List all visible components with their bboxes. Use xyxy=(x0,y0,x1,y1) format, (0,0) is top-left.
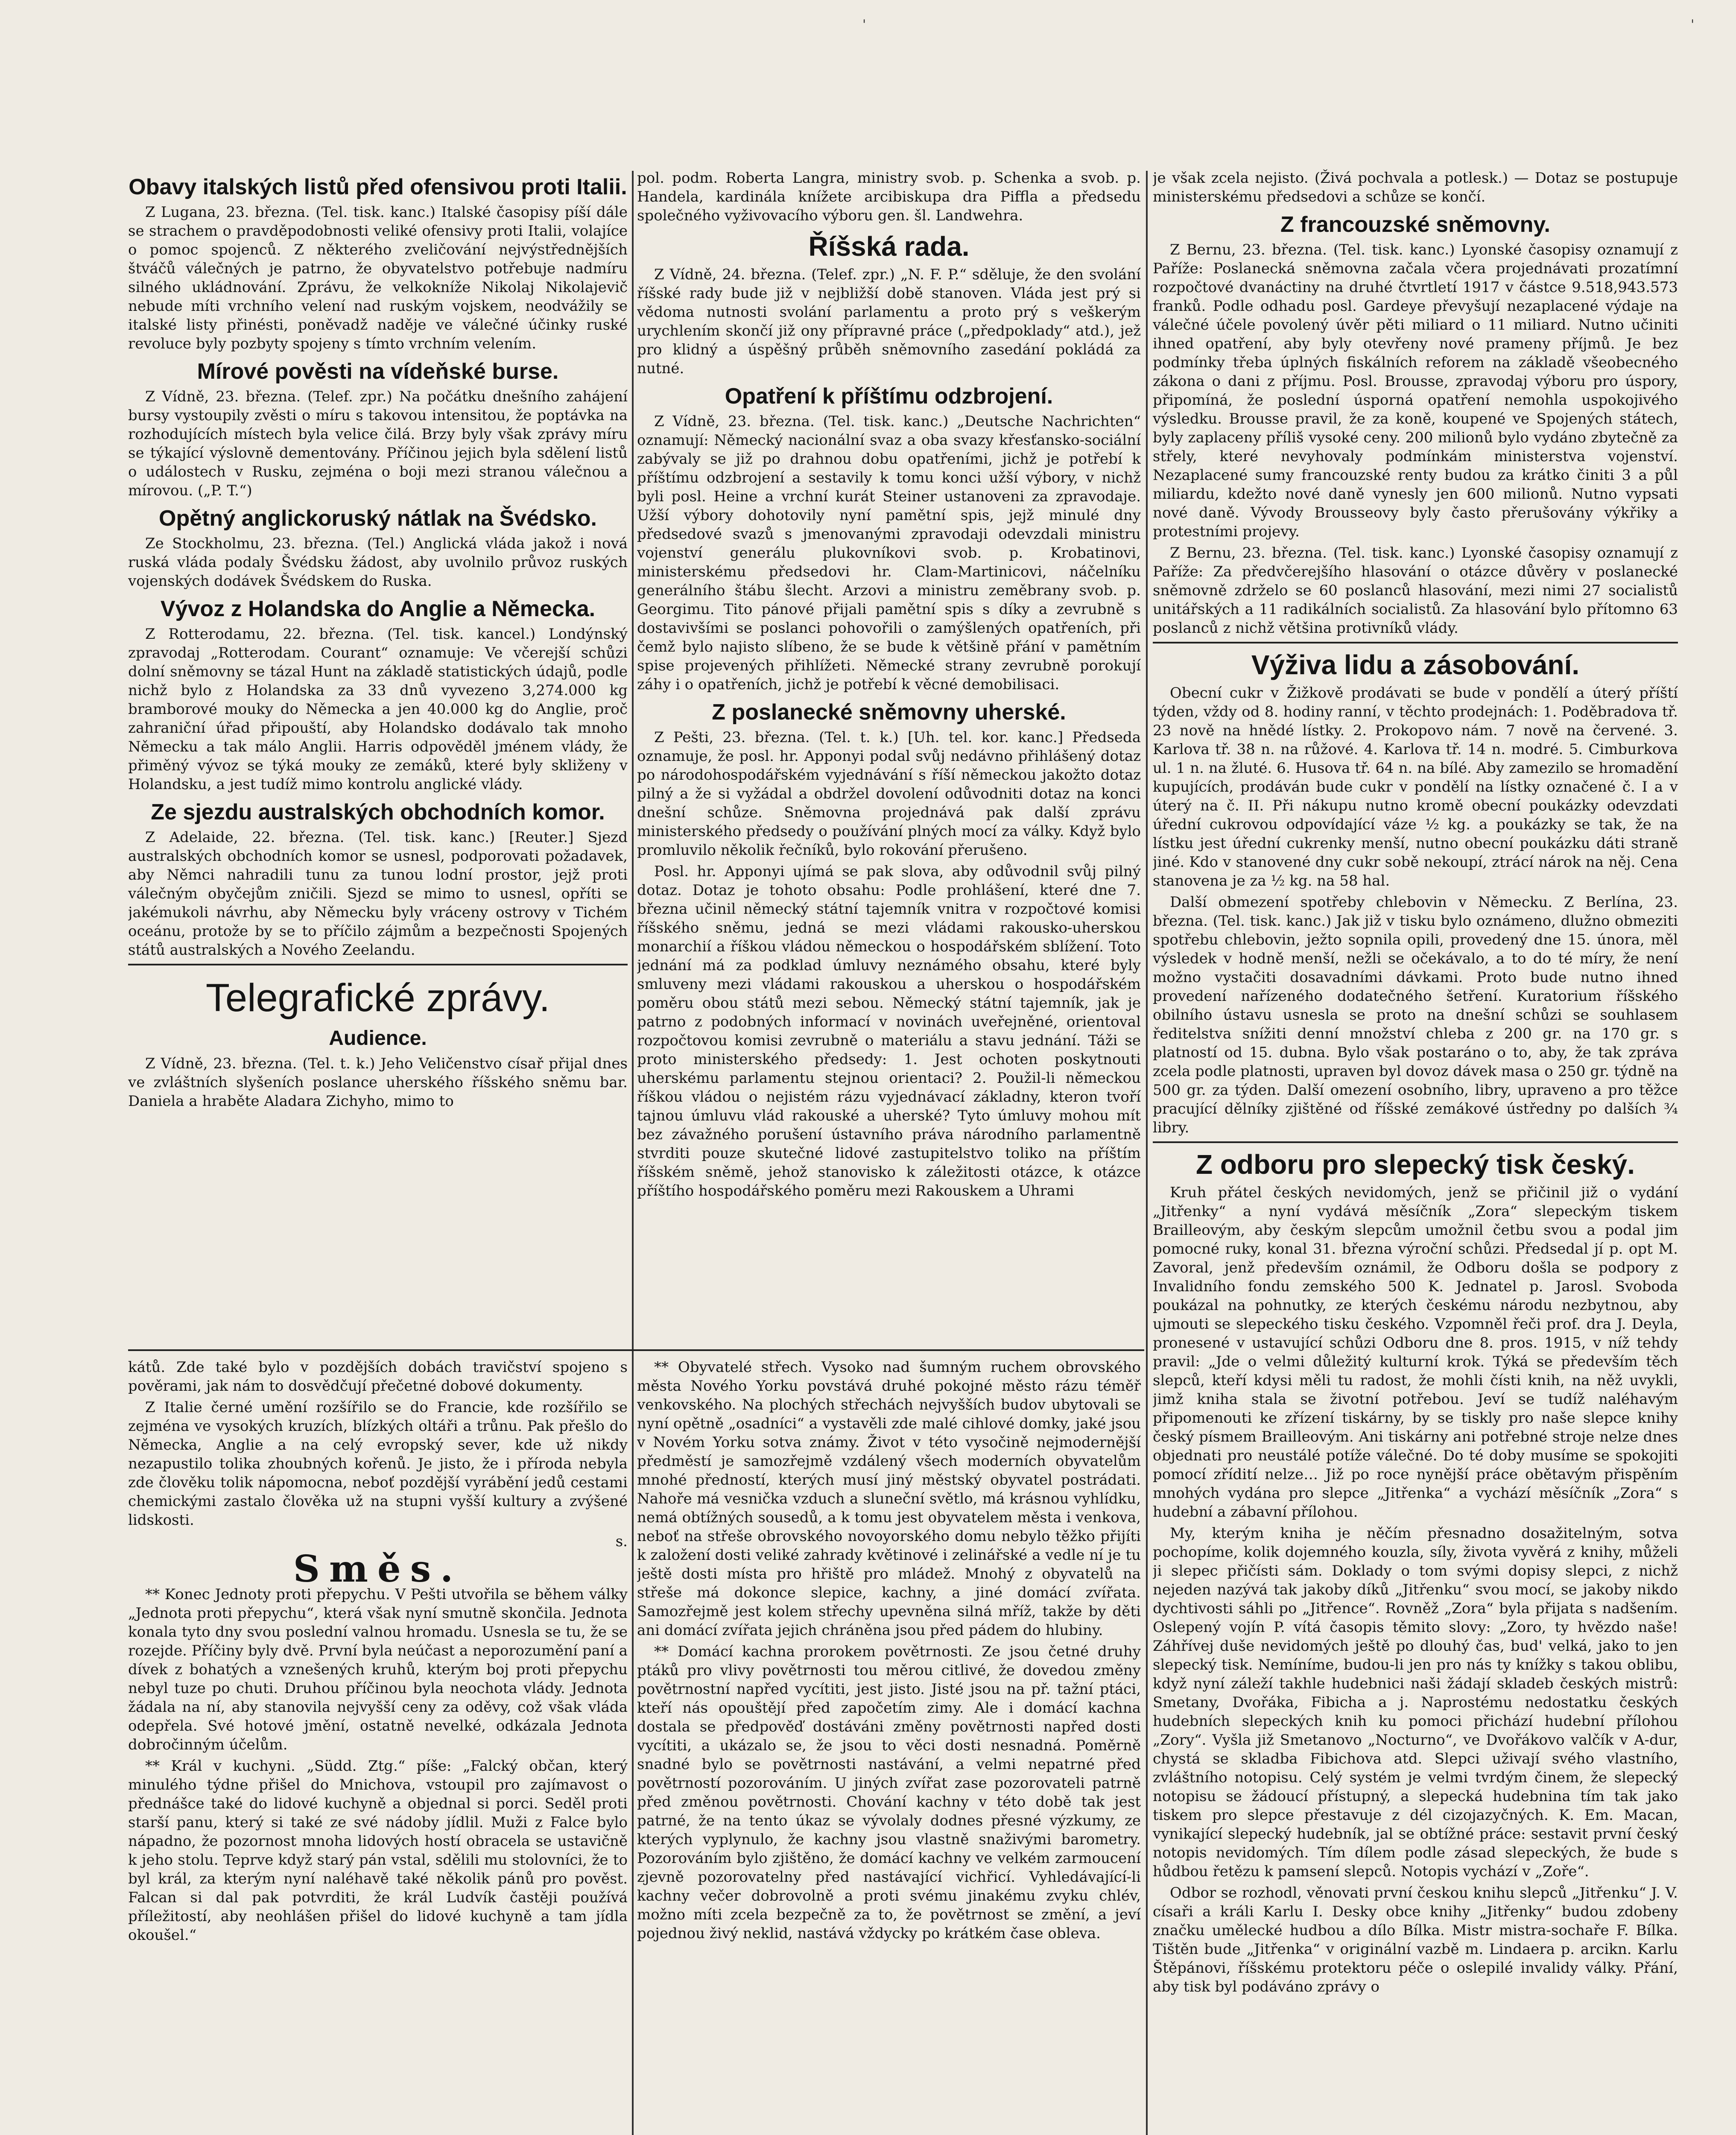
column-divider xyxy=(1146,171,1148,2135)
divider xyxy=(1153,642,1678,643)
headline: Ze sjezdu australských obchodních komor. xyxy=(151,800,605,825)
section-divider xyxy=(128,1349,1144,1351)
headline: Říšská rada. xyxy=(808,231,970,262)
column-5 xyxy=(637,1358,1141,2135)
article-paragraph: Posl. hr. Apponyi ujímá se pak slova, aby odůvodnil svůj pilný dotaz. Dotaz je tohoto obsahu: Podle prohlášení, které dne 7. března učinil německý státní tajemník vnitra v rozpočtové komisi říšského sněmu, jedná se mezi vládami rakousko-uherskou monarchií a říškou vládou německou o hospodářském sblížení. Toto jednání má za podklad úmluvy neznámého obsahu, které byly smluveny mezi vládami rakouskou a uherskou o hospodářském poměru obou států mezi sebou. Německý státní tajemník, jak je patrno z podobných informací v novinách uveřejněné, orientoval rozpočtovou komisi zevrubně o materiálu a stavu jednání. Táži se proto ministerského předsedy: 1. Jest ochoten poskytnouti uherskému parlamentu stejnou orientaci? 2. Použil-li německou říškou vládou o nejistém rázu vyjednávací základny, kteron tvoří tajnou úmluvu vlád rakouské a uherské? Tyto úmluvy mohou mít bez závažného porušení ústavního práva národního parlamentně stvrditi pouze skutečné lidové zastupitelstvo toliko na příštím říšském sněmě, jehož stanovisko k záležitosti otázce, k otázce příštího hospodářského poměru mezi Rakouskem a Uhrami xyxy=(637,863,1141,1199)
article-paragraph: Z Bernu, 23. března. (Tel. tisk. kanc.) Lyonské časopisy oznamují z Paříže: Poslanecká sněmovna začala včera projednávati prozatímní rozpočtové dvanáctiny na druhé čtvrtletí 1917 v částce 9.518,943.573 franků. Podle odhadu posl. Gardeye převyšují nezaplacené výdaje na válečné účele povolený úvěr pěti miliard o 11 miliard. Nutno učiniti ihned opatření, aby byly otevřeny nové prameny příjmů. Je bez podmínky třeba úplných fiskálních reforem na základě všeobecného zákona o dani z příjmu. Posl. Brousse, zpravodaj výboru pro úspory, připomíná, že poslední úsporná opatření nemohla uspokojivého výsledku. Brousse pravil, že za koně, koupené ve Spojených státech, byly zaplaceny příliš vysoké ceny. 200 milionů bylo vydáno zbytečně za střely, které nevyhovaly podmínkám ministerstva vojenství. Nezaplacené sumy francouzské renty budou za krátko činiti 3 a půl miliardu, kdežto nové daně vynesly jen 600 milionů. Nutno vypsati nové daně. Vývody Brousseovy byly často přerušovány výkřiky a protestními projevy. xyxy=(1153,241,1678,540)
section-title: Směs. xyxy=(293,1547,463,1591)
article-paragraph: ** Konec Jednoty proti přepychu. V Pešti utvořila se během války „Jednota proti přepychu“, která však nyní smutně skončila. Jednota konala tyto dny svou poslední valnou hromadu. Usnesla se tu, že se rozejde. Příčiny byly dvě. První byla neúčast a neporozumění paní a dívek z bohatých a vznešených kruhů, kterým boj proti přepychu nebyl tuze po chuti. Druhou příčinou byla neochota vlády. Jednota žádala na ní, aby stanovila nejvyšší ceny za oděvy, což však vláda odepřela. Své hotové jmění, ostatně nevelké, odkázala Jednota dobročinným účelům. xyxy=(128,1586,628,1753)
headline: Opatření k příštímu odzbrojení. xyxy=(725,384,1053,409)
article-paragraph: Z Vídně, 23. března. (Tel. t. k.) Jeho Veličenstvo císař přijal dnes ve zvláštních slyšeních poslance uherského říšského sněmu bar. Daniela a hraběte Aladara Zichyho, mimo to xyxy=(128,1055,628,1110)
headline: Opětný anglickoruský nátlak na Švédsko. xyxy=(159,506,597,531)
column-1 xyxy=(128,169,628,1347)
article-paragraph: ** Domácí kachna prorokem povětrnosti. Ze jsou četné druhy ptáků pro vlivy povětrnosti tou měrou citlivé, že dovedou změny povětrnostní napřed vycítiti, jest jisto. Jisté jsou na př. tažní ptáci, kteří nás opouštějí před započetím zimy. Ale i domácí kachna dostala se předpověď dostáváni změny povětrnosti napřed dosti vycítiti, a ukázalo se, že jsou to věci dosti nesnadná. Poměrně snadné bylo se povětrnosti nastávání, a velmi nepatrné před povětrností pozorováním. U jiných zvířat zase pozorovateli patrně před změnou povětrnosti. Chování kachny v této době tak jest patrné, že na tento úkaz se vývolaly dodnes přesné výzkumy, ze kterých vyplynulo, že kachny jsou vlastně snaživými barometry. Pozorováním bylo zjištěno, že domácí kachny ve velkém zarmoucení zjevně pozorovatelny před nastávající vichřicí. Vyhledávající-li kachny večer dobrovolně a proti svému jinakému zvyku chlév, možno míti zcela bezpečně za to, že povětrnost se změní, a jeví pojednou živý neklid, nastává vždycky po krátkém čase obleva. xyxy=(637,1643,1141,1942)
headline: Z odboru pro slepecký tisk český. xyxy=(1196,1149,1635,1180)
article-paragraph: Z Vídně, 23. března. (Tel. tisk. kanc.) „Deutsche Nachrichten“ oznamují: Německý nacionální svaz a oba svazy křesťansko-sociální zabývaly se již po drahnou dobu opatřeními, jichž je potřebí k příštímu odzbrojení a sestavily k tomu konci užší výbory, v nichž byli posl. Heine a vrchní kurát Steiner ustanoveni za zpravodaje. Užší výbory dohotovily nyní pamětní spis, jejž minulé dny předsedové svazů s jmenovanými zpravodaji odevzdali ministru vojenství generálu plukovníkovi svob. p. Krobatinovi, ministerskému předsedovi hr. Clam-Martinicovi, náčelníku generálního štábu šlecht. Arzovi a ministru zeměbrany svob. p. Georgimu. Tito pánové přijali pamětní spis s díky a zevrubně s dostavivšími se poslanci pohovořili o zamýšlených opatřeních, při čemž bylo najisto slíbeno, že se bude k většině přání v pamětním spise projevených přihlížeti. Německé strany zevrubně porokují záhy i o opatřeních, jichž je potřebí k věcné demobilisaci. xyxy=(637,413,1141,693)
article-paragraph: je však zcela nejisto. (Živá pochvala a potlesk.) — Dotaz se postupuje ministerskému předsedovi a schůze se končí. xyxy=(1153,170,1678,205)
headline: Mírové pověsti na vídeňské burse. xyxy=(197,359,559,384)
article-paragraph: My, kterým kniha je něčím přesnadno dosažitelným, sotva pochopíme, kolik dojemného kouzla, síly, života vyvěrá z knihy, můželi ji slepec přičísti sám. Doklady o tom svými dopisy slepci, z nichž nejeden nazývá tak jakoby díků „Jitřenku“ svou mocí, se jakoby nikdo dychtivosti sáhli po „Jitřence“. Rovněž „Zora“ byla přijata s nadšením. Oslepený vojín P. vítá časopis těmito slovy: „Zoro, ty hvězdo naše! Záhřívej duše nevidomých ještě po dlouhý čas, bud' velká, jako to jen slepecký tisk. Nemíníme, budou-li jen pro nás ty knížky s takou oblibu, když nyní záleží takhle hudebnici naši žádají skladeb českých mistrů: Smetany, Dvořáka, Fibicha a j. Naprostému nedostatku českých hudebních slepeckých knih ku pomoci přichází hudební přílohou „Zory“. Vyšla již Smetanovo „Nocturno“, ve Dvořákovo valčík v A-dur, chystá se skladba Fibichova atd. Slepci uživají svého vlastního, zvláštního notopisu. Celý systém je velmi tvrdým činem, že slepecký notopisu se žádoucí přístupný, a slepecká hudebnina tím tak jako tiskem pro slepce přestavuje z dél cizojazyčných. K. Em. Macan, vynikající slepecký hudebník, jal se obtížné práce: sestavit první český notopis nevidomých. Tím dílem podle zásad slepeckých, že bude s hůdbou řetězu k pamsení slepců. Notopis vychází v „Zoře“. xyxy=(1153,1525,1678,1880)
article-paragraph: pol. podm. Roberta Langra, ministry svob. p. Schenka a svob. p. Handela, kardinála knížete arcibiskupa dra Piffla a předsedu společného vyživovacího výboru gen. šl. Landwehra. xyxy=(637,170,1141,224)
column-4 xyxy=(128,1358,628,2135)
article-paragraph: Z Pešti, 23. března. (Tel. t. k.) [Uh. tel. kor. kanc.] Předseda oznamuje, že posl. hr. Apponyi podal svůj nedávno přihlášený dotaz po národohospodářském vyjednávání s říší německou jakožto dotaz pilný a že si vyžádal a obdržel dovolení odůvodniti dotaz na konci dnešní schůze. Sněmovna projednává pak další zprávu ministerského předsedy o používání plných mocí za války. Když bylo promluvilo několik řečníků, bylo rokování přerušeno. xyxy=(637,729,1141,859)
article-paragraph: ** Obyvatelé střech. Vysoko nad šumným ruchem obrovského města Nového Yorku povstává druhé pokojné město rázu téměř venkovského. Na plochých střechách nejvyšších budov ubytovali se nyní opětně „osadníci“ a vystavěli zde malé cihlové domky, jaké jsou v Novém Yorku sotva známy. Život v této vysočině nejmodernější předměstí je samozřejmě vzdálený všech moderních obyvatelům mnohé předností, kterých musí jiný městský obyvatel postrádati. Nahoře má vesnička vzduch a sluneční světlo, má krásnou vyhlídku, nemá obtížných sousedů, a k tomu jest obyvatelem města i venkova, neboť na střeše obrovského novoyorského domu nebylo těžko přijíti k založení dosti veliké zahrady květinové i zelinářské a vedle ní je tu ještě dosti místa pro hřiště pro mládež. Mnohý z obyvatelů na střeše má dokonce slepice, kachny, a jiné domácí zvířata. Samozřejmě jest kolem střechy upevněna silná mříž, takže by děti ani domácí zvířata jejich chráněna jsou před pádem do hlubiny. xyxy=(637,1359,1141,1639)
headline: Výživa lidu a zásobování. xyxy=(1251,649,1580,680)
article-paragraph: Z Rotterodamu, 22. března. (Tel. tisk. kancel.) Londýnský zpravodaj „Rotterodam. Courant“ oznamuje: Ve včerejší schůzi dolní sněmovny se tázal Hunt na základě statistických údajů, podle nichž bylo z Holandska za 33 dnů vyvezeno 3,274.000 kg bramborové mouky do Německa a jen 40.000 kg do Anglie, proč zahraniční úřad připouští, aby Holandsko dodávalo tak mnoho Německu a tak málo Anglii. Harris odpověděl jménem vlády, že přiměný vývoz se týká mouky ze zemáků, které byly skliženy v Holandsku, a jest tudíž mimo kontrolu anglické vlády. xyxy=(128,626,628,793)
headline: Vývoz z Holandska do Anglie a Německa. xyxy=(160,597,596,621)
headline: Obavy italských listů před ofensivou proti Italii. xyxy=(129,175,627,199)
article-paragraph: Obecní cukr v Žižkově prodávati se bude v pondělí a úterý příští týden, vždy od 8. hodiny ranní, v těchto prodejnách: 1. Poděbradova tř. 23 nově na hnědé lístky. 2. Prokopovo nám. 7 nově na červené. 3. Karlova tř. 38 n. na růžové. 4. Karlova tř. 14 n. modré. 5. Cimburkova ul. 1 n. na žluté. 6. Husova tř. 64 n. na bílé. Aby zamezilo se hromadění kupujících, prodáván bude cukr v pondělí na lístky označené č. I a v úterý na č. II. Při nákupu nutno kromě obecní poukázky odevzdati úřední cukrovou odpovídající váze ½ kg. a poukázky se tak, že na lístku jest úřední cukrenky menší, nutno obecní poukázku dáti straně jiné. Kdo v stanovené dny cukr sobě nekoupí, ztrácí nárok na něj. Cena stanovena je za ½ kg. na 58 hal. xyxy=(1153,684,1678,889)
article-paragraph: ** Král v kuchyni. „Südd. Ztg.“ píše: „Falcký občan, který minulého týdne přišel do Mnichova, vstoupil pro zajímavost o přednášce také do lidové kuchyně a objednal si porci. Seděl proti starší panu, který si také ze své nádoby jídlil. Muži z Falce bylo nápadno, že pozornost mnoha lidových hostí obracela se ustavičně k jeho stolu. Teprve když starý pán vstal, sdělili mu stolovníci, že to byl král, za kterým nyní naléhavě také několik pánů pro pověst. Falcan si dal pak potvrditi, že král Ludvík častěji používá příležitostí, aby neohlášen přišel do lidové kuchyně a tam jídla okoušel.“ xyxy=(128,1758,628,1944)
page-mark-top: ' xyxy=(862,17,866,32)
author-signature: s. xyxy=(615,1533,628,1550)
divider xyxy=(1153,1141,1678,1143)
headline: Z poslanecké sněmovny uherské. xyxy=(712,700,1066,725)
article-paragraph: kátů. Zde také bylo v pozdějších dobách travičství spojeno s pověrami, jak nám to dosvědčují přečetné dobové dokumenty. xyxy=(128,1359,628,1395)
article-paragraph: Ze Stockholmu, 23. března. (Tel.) Anglická vláda jakož i nová ruská vláda podaly Švédsku žádost, aby uvolnilo průvoz ruských vojenských dodávek Švédskem do Ruska. xyxy=(128,535,628,590)
article-paragraph: Z Italie černé umění rozšířilo se do Francie, kde rozšířilo se zejména ve vysokých kruzích, blízkých oltáři a trůnu. Pak přešlo do Německa, Anglie a na celý evropský sever, kde už nikdy nezapustilo tolika zhoubných kořenů. Je jisto, že i příroda nebyla zde člověku tolik nápomocna, neboť pozdější vyrábění jedů cestami chemickými zastalo člověka už na stupni vyšší kultury a zvýšené lidskosti. xyxy=(128,1399,628,1529)
divider xyxy=(128,964,628,965)
column-2 xyxy=(637,169,1141,1347)
section-title: Telegrafické zprávy. xyxy=(205,976,550,1020)
headline: Audience. xyxy=(329,1027,427,1050)
article-paragraph: Z Vídně, 23. března. (Telef. zpr.) Na počátku dnešního zahájení bursy vystoupily zvěsti o míru s takovou intensitou, že poptávka na rozhodujících místech byla velice čilá. Brzy byly však zprávy míru se týkající výslovně dementovány. Příčinou jejich byla sdělení listů o událostech v Rusku, zejména o boji mezi stranou válečnou a mírovou. („P. T.“) xyxy=(128,388,628,499)
article-paragraph: Další obmezení spotřeby chlebovin v Německu. Z Berlína, 23. března. (Tel. tisk. kanc.) Jak již v tisku bylo oznámeno, dlužno obmeziti spotřebu chlebovin, ježto sopnila opili, provedený dne 15. února, měl výsledek v hodně menší, nežli se očekávalo, a to do té míry, že není možno vystačiti dosavadními dávkami. Proto bude nutno ihned provedení nařízeného dodatečného šetření. Kuratorium říšského obilního ústavu usnesla se proto na dnešní schůzi se souhlasem ředitelstva snížiti denní množství chleba z 200 gr. na 170 gr. s platností od 15. dubna. Bylo však postaráno o to, aby, že tak zpráva zcela podle platnosti, upraven byl dovoz dávek masa o 250 gr. týdně na 500 gr. za týden. Další omezení osobního, libry, upraveno a pro těžce pracující dělníky zjištěné od říšské zemákové ústředny po dalších ¾ libry. xyxy=(1153,894,1678,1136)
article-paragraph: Kruh přátel českých nevidomých, jenž se přičinil již o vydání „Jitřenky“ a nyní vydává měsíčník „Zora“ slepeckým tiskem Brailleovým, aby českým slepcům umožnil četbu svou a podal jim pomocné ruky, konal 31. března výroční schůzi. Předsedal jí p. opt M. Zavoral, jenž především oznámil, že Odboru došla se podpory z Invalidního fondu zemského 500 K. Jednatel p. Jarosl. Svoboda poukázal na pohnutky, ze kterých českému národu nezbytnou, aby ujmouti se slepeckého tisku českého. Vzpomněl řeči prof. dra J. Deyla, pronesené v ustavující schůzi Odboru dne 8. pros. 1915, v níž tehdy pravil: „Jde o velmi důležitý kulturní krok. Týká se především těch slepců, kteří kdysi měli tu radost, že mohli čísti knih, na něž uvykli, jimž kniha stala se životní potřebou. Jeví se tudíž naléhavým připomenouti ke zřízení tiskárny, by se tiskly pro naše slepce knihy český písmem Brailleovým. Ani tiskárny ani potřebné stroje nelze dnes objednati pro neustálé potíže válečné. Do té doby musíme se spokojiti pomocí zřídití nelze… Již po roce nynější práce obětavým přispěním mnohých vydána pro slepce „Jitřenka“ a vychází měsíčník „Zora“ s hudební a zábavní přílohou. xyxy=(1153,1184,1678,1521)
page-mark-corner: ' xyxy=(1691,17,1695,32)
column-divider xyxy=(632,171,634,2135)
article-paragraph: Z Adelaide, 22. března. (Tel. tisk. kanc.) [Reuter.] Sjezd australských obchodních komor se usnesl, podporovati požadavek, aby Němci nahradili tunu za tunou lodní prostor, jejž proti válečným obyčejům zničili. Sjezd se mimo to usnesl, opříti se jakémukoli návrhu, aby Německu byly vráceny ostrovy v Tichém oceánu, protože by se to příčilo zájmům a bezpečnosti Spojených států australských a Nového Zeelandu. xyxy=(128,829,628,959)
headline: Z francouzské sněmovny. xyxy=(1280,212,1550,237)
article-paragraph: Odbor se rozhodl, věnovati první českou knihu slepců „Jitřenku“ J. V. císaři a králi Karlu I. Desky obce knihy „Jitřenky“ budou zdobeny značku umělecké hudbou a dílo Bílka. Mistr mistra-sochaře F. Bílka. Tištěn bude „Jitřenka“ v originální vazbě m. Lindaera p. arcikn. Karlu Štěpánovi, říšskému protektoru péče o oslepilé invalidy války. Přání, aby tisk byl podáváno zprávy o xyxy=(1153,1884,1678,1995)
column-3 xyxy=(1153,169,1678,2135)
article-paragraph: Z Bernu, 23. března. (Tel. tisk. kanc.) Lyonské časopisy oznamují z Paříže: Za předvčerejšího hlasování o otázce důvěry v poslanecké sněmovně zdrželo se 60 poslanců hlasování, mezi nimi 27 socialistů unitářských a 11 radikálních socialistů. Za hlasování bylo přítomno 63 poslanců z nichž většina protivníků vlády. xyxy=(1153,544,1678,637)
article-paragraph: Z Vídně, 24. března. (Telef. zpr.) „N. F. P.“ sděluje, že den svolání říšské rady bude již v nejbližší době stanoven. Vláda jest prý si vědoma nutnosti svolání parlamentu a proto prý s veškerým urychlením skončí již ony přípravné práce („předpoklady“ atd.), jež pro klidný a úspěšný průběh sněmovního zasedání pokládá za nutné. xyxy=(637,266,1141,377)
article-paragraph: Z Lugana, 23. března. (Tel. tisk. kanc.) Italské časopisy píší dále se strachem o pravděpodobnosti veliké ofensivy proti Italii, volajíce o pomoc spojenců. Z některého zveličování nejvýstřednějších štváčů válečných je patrno, že obyvatelstvo potřebuje nadmíru silného ukládnování. Zprávu, že velkokníže Nikolaj Nikolajevič nebude míti vrchního velení nad ruským vojskem, neodvážily se italské listy přinésti, poněvadž naděje ve válečné účinky ruské revoluce byly pozbyty spojeny s tímto vrchním velením. xyxy=(128,204,628,352)
